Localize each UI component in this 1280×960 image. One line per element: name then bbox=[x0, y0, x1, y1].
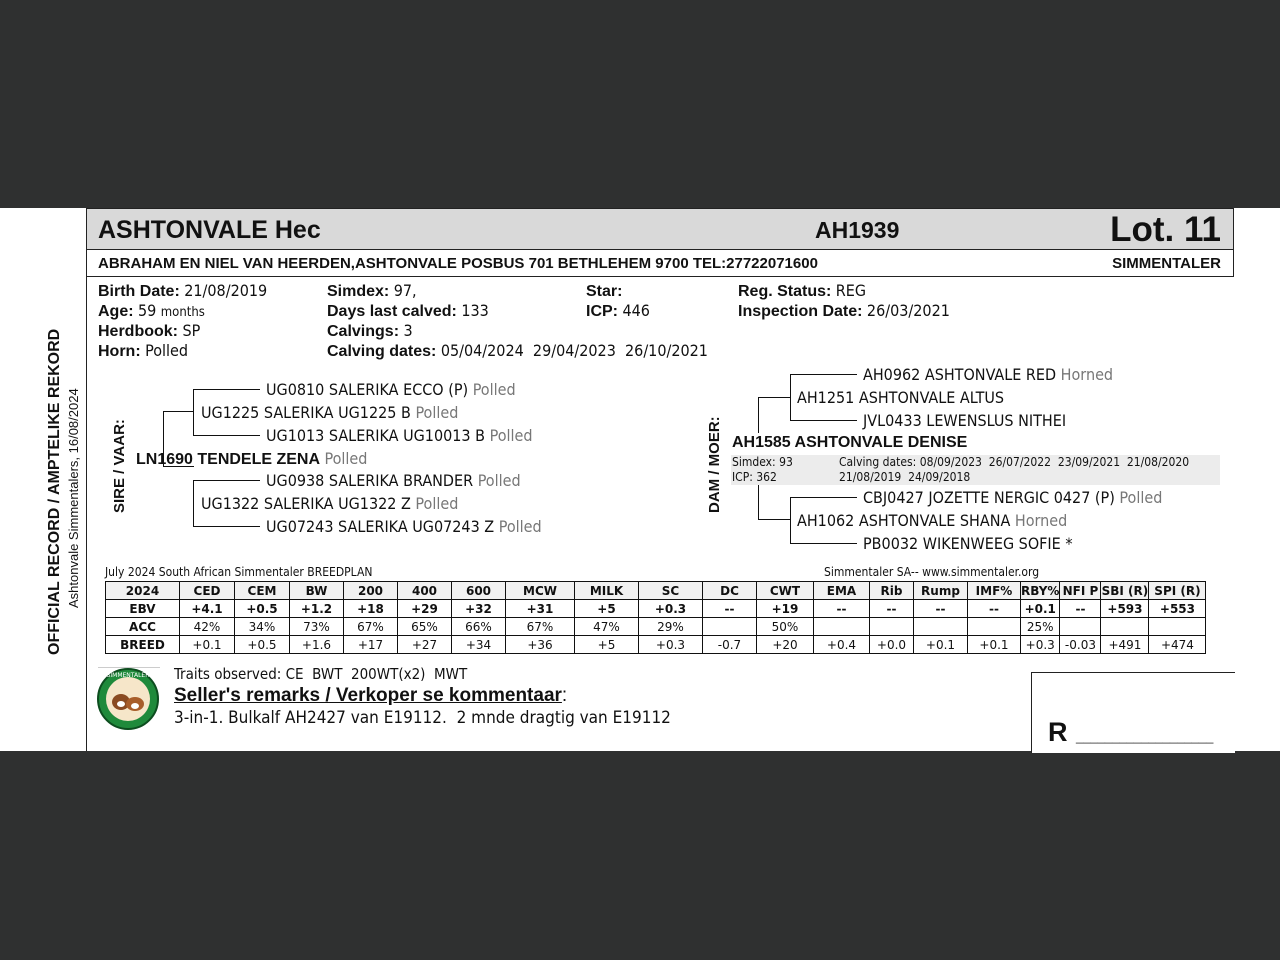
dam-sire-sire-horn: Horned bbox=[1060, 365, 1114, 384]
owner-bar bbox=[86, 250, 1234, 277]
header-cell: SC bbox=[639, 582, 703, 600]
acc-cell: 66% bbox=[452, 618, 506, 636]
price-box bbox=[1031, 672, 1235, 753]
dam-sire-name: UG0938 SALERIKA BRANDER bbox=[266, 471, 474, 490]
traits-observed: Traits observed: CE BWT 200WT(x2) MWT bbox=[174, 665, 468, 683]
ebv-cell: +553 bbox=[1149, 600, 1206, 618]
dam-icp: ICP: 362 bbox=[732, 470, 777, 484]
sire-sire-horn: Polled bbox=[472, 380, 516, 399]
age-unit: months bbox=[160, 305, 205, 320]
breed-cell: +27 bbox=[398, 636, 452, 654]
header-cell: SBI (R) bbox=[1101, 583, 1149, 598]
breedplan-website: Simmentaler SA-- www.simmentaler.org bbox=[824, 565, 1040, 579]
price-currency: R bbox=[1048, 717, 1068, 747]
acc-cell: 50% bbox=[757, 618, 814, 636]
birth-date: 21/08/2019 bbox=[184, 281, 268, 300]
ebv-cell: +32 bbox=[452, 600, 506, 618]
breed-avg-row bbox=[106, 636, 1206, 654]
acc-cell bbox=[968, 618, 1021, 636]
breed-cell: +34 bbox=[452, 636, 506, 654]
inspection-value: 26/03/2021 bbox=[866, 301, 950, 320]
simmentaler-logo bbox=[97, 666, 161, 732]
sire-sire-name: UG0810 SALERIKA ECCO (P) bbox=[266, 380, 469, 399]
breed-cell: +0.3 bbox=[639, 636, 703, 654]
header-bar bbox=[86, 208, 1234, 250]
header-cell: 600 bbox=[452, 582, 506, 600]
dam-calving-dates-2: 21/08/2019 24/09/2018 bbox=[839, 470, 971, 484]
acc-cell: 34% bbox=[235, 618, 290, 636]
ebv-cell: +593 bbox=[1101, 600, 1149, 618]
owner-details: ABRAHAM EN NIEL VAN HEERDEN,ASHTONVALE POSBUS 701 BETHLEHEM 9700 TEL:27722071600 bbox=[98, 255, 818, 272]
animal-name: ASHTONVALE Hec bbox=[98, 216, 321, 244]
sire-dam-horn: Polled bbox=[489, 426, 533, 445]
header-cell: CWT bbox=[757, 582, 814, 600]
acc-cell bbox=[1060, 618, 1101, 636]
acc-cell bbox=[1149, 618, 1206, 636]
acc-cell bbox=[814, 618, 870, 636]
sire-animal-horn: Polled bbox=[324, 449, 368, 468]
sire-dam-name: UG1013 SALERIKA UG10013 B bbox=[266, 426, 486, 445]
icp-label: ICP: bbox=[586, 303, 618, 320]
sire-dam-parent-horn: Polled bbox=[415, 494, 459, 513]
breed-cell: -0.03 bbox=[1060, 636, 1101, 654]
header-cell: MILK bbox=[575, 582, 639, 600]
breed-cell: +474 bbox=[1149, 636, 1206, 654]
logo-text: SIMMENTALER bbox=[106, 672, 150, 679]
dam-dam-sire-name: CBJ0427 JOZETTE NERGIC 0427 (P) bbox=[863, 488, 1115, 507]
ebv-cell: +19 bbox=[757, 600, 814, 618]
header-cell: EMA bbox=[814, 582, 870, 600]
header-cell: 400 bbox=[398, 582, 452, 600]
dam-dam-sire-horn: Polled bbox=[1119, 488, 1163, 507]
dam-label: DAM / MOER: bbox=[706, 416, 723, 513]
header-cell: SPI (R) bbox=[1149, 582, 1206, 600]
ebv-cell: -- bbox=[968, 600, 1021, 618]
record-source-label: Ashtonvale Simmentalers, 16/08/2024 bbox=[66, 388, 81, 608]
breed-cell: +0.1 bbox=[968, 636, 1021, 654]
header-cell: RBY% bbox=[1021, 583, 1060, 598]
acc-row bbox=[106, 618, 1206, 636]
breed-cell: +36 bbox=[506, 636, 575, 654]
ebv-cell: +5 bbox=[575, 600, 639, 618]
remarks-title: Seller's remarks / Verkoper se kommentaar bbox=[174, 685, 562, 706]
acc-cell: 65% bbox=[398, 618, 452, 636]
dam-dam-name: UG07243 SALERIKA UG07243 Z bbox=[266, 517, 495, 536]
breed-cell: +0.4 bbox=[814, 636, 870, 654]
acc-cell: 73% bbox=[290, 618, 344, 636]
ebv-cell: +0.3 bbox=[639, 600, 703, 618]
seller-remarks: 3-in-1. Bulkalf AH2427 van E19112. 2 mnde dragtig van E19112 bbox=[174, 708, 671, 728]
dam-sire-horn: Polled bbox=[477, 471, 521, 490]
ebv-row bbox=[106, 600, 1206, 618]
lot-card: OFFICIAL RECORD / AMPTELIKE REKORD Ashtonvale Simmentalers, 16/08/2024 ASHTONVALE Hec AH1939 Lot. 11 ABRAHAM EN NIEL VAN HEERDEN,ASHTONVALE POSBUS 701 BETHLEHEM 9700 TEL:27722071600 SIMMENTALER Birth Date: 21/08/2019 Age: 59 months Herdbook: SP Horn: Polled Simdex: 97, Days last calved: 133 Calvings: 3 Calving dates: 05/04/2024 29/04/2023 26/10/2021 Star: ICP: 446 Reg. Status: REG Inspection Date: 26/03/2021 SIRE / VAAR: UG0810 SALERIKA ECCO (P) Polled UG1225 SALERIKA UG1225 B Polled UG1013 SALERIKA UG10013 B Polled LN1690 TENDELE ZENA Polled UG0938 SALERIKA BRANDER Polled UG1322 SALERIKA UG1322 Z Polled UG07243 SALERIKA UG07243 Z Polled DAM / MOER: AH0962 ASHTONVALE RED Horned AH1251 ASHTONVALE ALTUS JVL0433 LEWENSLUS NITHEI AH1585 ASHTONVALE DENISE Simdex: 93 ICP: 362 Calving dates: 08/09/2023 26/07/2022 23/09/2021 21/08/2020 21/08/2019 24/09/2018 CBJ0427 JOZETTE NERGIC 0427 (P) Polled AH1062 ASHTONVALE SHANA Horned PB0032 WIKENWEEG SOFIE * July 2024 South African Simmentaler BREEDPLAN Simmentaler SA-- www.simmentaler.org 2024 CED CEM BW 200 400 600 MCW MILK SC DC CWT EMA Rib Rump IMF% RBY% NFI P SBI (R) SPI (R) EBV +4.1 +0.5 +1.2 +18 +29 +32 +31 +5 +0.3 -- +19 -- -- -- -- +0.1 -- +593 +553 ACC 42% 34% 73% 67% 65% 66% 67% 47% 29% 50% 25% BREED +0.1 +0.5 +1.6 +17 +27 +34 +36 +5 +0.3 -0.7 +20 +0.4 +0.0 +0.1 +0.1 +0.3 -0.03 +491 +474 SIMMENTALER Traits observed: CE BWT 200WT(x2) MWT Seller's remarks / Verkoper se kommentaar: 3-in-1. Bulkalf AH2427 van E19112. 2 mnde dragtig van E19112 R ___________________ bbox=[0, 208, 1280, 751]
ebv-cell: +31 bbox=[506, 600, 575, 618]
ebv-cell: -- bbox=[703, 600, 757, 618]
breedplan-caption: July 2024 South African Simmentaler BREEDPLAN bbox=[105, 565, 373, 579]
registration-id: AH1939 bbox=[815, 217, 900, 243]
herdbook-label: Herdbook: bbox=[98, 323, 178, 340]
ebv-header-row bbox=[106, 582, 1206, 600]
header-cell: CEM bbox=[235, 582, 290, 600]
breed-cell: +0.1 bbox=[914, 636, 968, 654]
breed-cell: -0.7 bbox=[703, 636, 757, 654]
ebv-cell: -- bbox=[914, 600, 968, 618]
header-cell: Rib bbox=[870, 582, 914, 600]
simdex-label: Simdex: bbox=[327, 283, 390, 300]
ebv-cell: +18 bbox=[344, 600, 398, 618]
calving-dates-label: Calving dates: bbox=[327, 343, 437, 360]
calvings-label: Calvings: bbox=[327, 323, 400, 340]
breed-cell: +0.3 bbox=[1021, 636, 1060, 654]
acc-cell bbox=[914, 618, 968, 636]
calving-dates-value: 05/04/2024 29/04/2023 26/10/2021 bbox=[440, 341, 708, 360]
header-cell: 200 bbox=[344, 582, 398, 600]
header-cell: IMF% bbox=[968, 582, 1021, 600]
acc-cell: 67% bbox=[344, 618, 398, 636]
horn-value: Polled bbox=[145, 341, 189, 360]
dam-animal-name: AH1585 ASHTONVALE DENISE bbox=[732, 434, 968, 451]
dam-calving-dates: Calving dates: 08/09/2023 26/07/2022 23/09/2021 21/08/2020 bbox=[839, 455, 1190, 469]
ebv-cell: +0.1 bbox=[1021, 600, 1060, 618]
ebv-cell: -- bbox=[1060, 600, 1101, 618]
acc-cell: 47% bbox=[575, 618, 639, 636]
age-label: Age: bbox=[98, 303, 134, 320]
sire-sire-parent-horn: Polled bbox=[415, 403, 459, 422]
dam-sire-dam-name: JVL0433 LEWENSLUS NITHEI bbox=[863, 411, 1067, 430]
reg-status-label: Reg. Status: bbox=[738, 283, 832, 300]
breed-cell: +20 bbox=[757, 636, 814, 654]
header-cell: NFI P bbox=[1060, 582, 1101, 600]
simdex-value: 97, bbox=[393, 281, 417, 300]
dam-dam-dam-name: PB0032 WIKENWEEG SOFIE * bbox=[863, 534, 1073, 553]
dam-sire-name-line: AH1251 ASHTONVALE ALTUS bbox=[797, 388, 1005, 407]
icp-value: 446 bbox=[622, 301, 650, 320]
sire-label: SIRE / VAAR: bbox=[111, 419, 128, 513]
header-cell: CED bbox=[180, 582, 235, 600]
lot-number: Lot. 11 bbox=[1110, 210, 1221, 249]
acc-cell bbox=[703, 618, 757, 636]
header-cell: MCW bbox=[506, 582, 575, 600]
breed-cell: +5 bbox=[575, 636, 639, 654]
sire-animal-name: LN1690 TENDELE ZENA bbox=[136, 451, 321, 468]
price-input-line[interactable]: ___________________ bbox=[1076, 729, 1214, 744]
ebv-cell: -- bbox=[814, 600, 870, 618]
acc-cell: 42% bbox=[180, 618, 235, 636]
header-cell: Rump bbox=[914, 582, 968, 600]
acc-cell: 29% bbox=[639, 618, 703, 636]
reg-status-value: REG bbox=[835, 281, 867, 300]
star-label: Star: bbox=[586, 283, 623, 300]
age-value: 59 bbox=[138, 301, 157, 320]
acc-cell: 25% bbox=[1021, 618, 1060, 636]
dam-dam-horn: Polled bbox=[498, 517, 542, 536]
days-calved-value: 133 bbox=[461, 301, 489, 320]
acc-cell: 67% bbox=[506, 618, 575, 636]
header-cell: DC bbox=[703, 582, 757, 600]
breed-cell: +1.6 bbox=[290, 636, 344, 654]
horn-label: Horn: bbox=[98, 343, 141, 360]
ebv-cell: +0.5 bbox=[235, 600, 290, 618]
ebv-cell: EBV bbox=[106, 600, 180, 618]
dam-dam-parent-name: AH1062 ASHTONVALE SHANA bbox=[797, 511, 1011, 530]
herdbook-value: SP bbox=[182, 321, 201, 340]
acc-cell: ACC bbox=[106, 618, 180, 636]
breed-cell: +491 bbox=[1101, 636, 1149, 654]
breed-cell: +17 bbox=[344, 636, 398, 654]
sire-dam-parent-name: UG1322 SALERIKA UG1322 Z bbox=[201, 494, 411, 513]
ebv-table bbox=[105, 581, 1206, 654]
ebv-cell: +1.2 bbox=[290, 600, 344, 618]
inspection-label: Inspection Date: bbox=[738, 303, 863, 320]
sire-sire-parent-name: UG1225 SALERIKA UG1225 B bbox=[201, 403, 411, 422]
calvings-value: 3 bbox=[403, 321, 413, 340]
header-cell: 2024 bbox=[106, 582, 180, 600]
dam-simdex: Simdex: 93 bbox=[732, 455, 793, 469]
official-record-label: OFFICIAL RECORD / AMPTELIKE REKORD bbox=[46, 328, 63, 655]
acc-cell bbox=[1101, 618, 1149, 636]
ebv-cell: +29 bbox=[398, 600, 452, 618]
header-cell: BW bbox=[290, 582, 344, 600]
days-calved-label: Days last calved: bbox=[327, 303, 457, 320]
sidebar bbox=[0, 208, 86, 751]
dam-sire-sire-name: AH0962 ASHTONVALE RED bbox=[863, 365, 1057, 384]
birth-date-label: Birth Date: bbox=[98, 283, 180, 300]
breed-cell: BREED bbox=[106, 636, 180, 654]
breed-cell: +0.0 bbox=[870, 636, 914, 654]
ebv-cell: +4.1 bbox=[180, 600, 235, 618]
breed-cell: +0.1 bbox=[180, 636, 235, 654]
ebv-cell: -- bbox=[870, 600, 914, 618]
breed-cell: +0.5 bbox=[235, 636, 290, 654]
breed-label: SIMMENTALER bbox=[1112, 255, 1221, 272]
dam-dam-parent-horn: Horned bbox=[1014, 511, 1068, 530]
acc-cell bbox=[870, 618, 914, 636]
